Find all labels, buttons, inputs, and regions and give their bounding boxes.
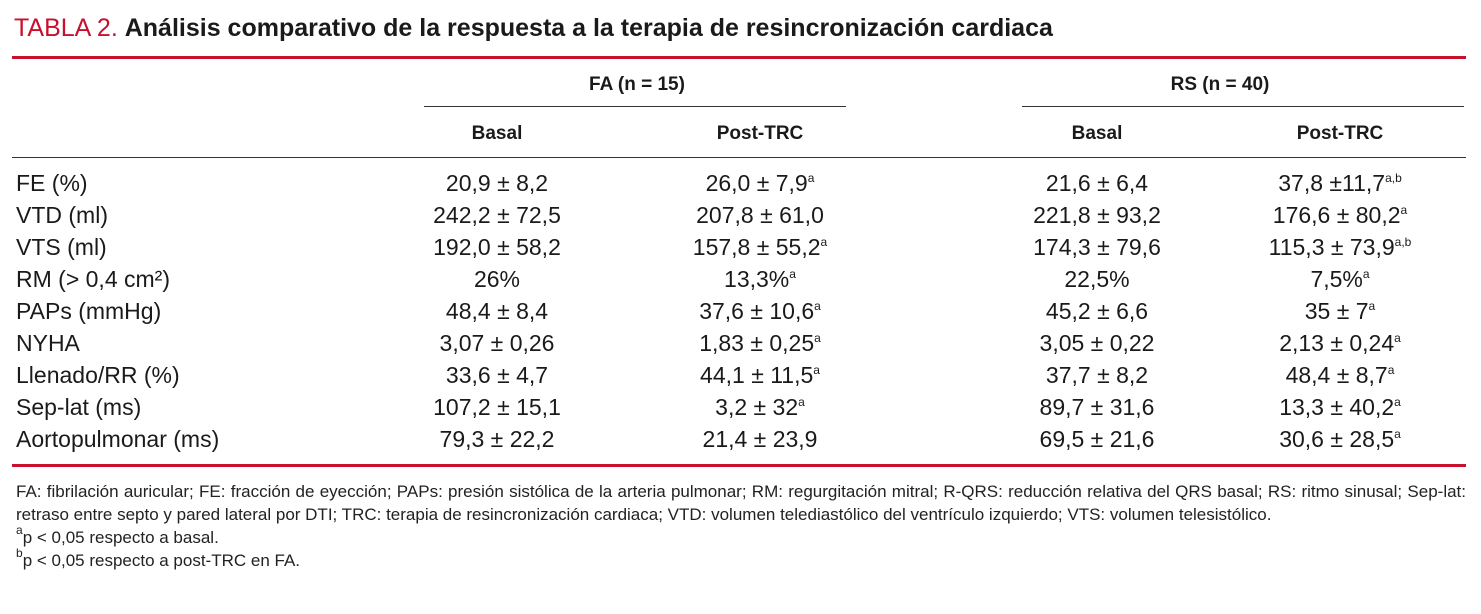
- cell-fa-basal: [440, 426, 555, 453]
- cell-value: 37,7 ± 8,2: [1045, 362, 1149, 388]
- cell-rs-post: [1273, 202, 1407, 229]
- significance-mark: a,b: [1385, 171, 1402, 185]
- cell-value: 221,8 ± 93,2: [1033, 202, 1161, 228]
- cell-rs-basal: [1040, 426, 1155, 453]
- row-label: Llenado/RR (%): [16, 362, 180, 388]
- significance-mark: a: [1394, 331, 1401, 345]
- cell-value: 48,4 ± 8,4: [445, 298, 549, 324]
- significance-mark: a: [820, 235, 828, 249]
- cell-value: 89,7 ± 31,6: [1039, 394, 1155, 420]
- cell-value: 176,6 ± 80,2: [1272, 202, 1401, 228]
- cell-fa-basal: [474, 266, 520, 293]
- significance-mark: a: [798, 395, 805, 409]
- cell-rs-post: [1269, 234, 1412, 261]
- cell-value: 26%: [473, 266, 521, 292]
- header-rule: [12, 157, 1466, 158]
- cell-value: 174,3 ± 79,6: [1033, 234, 1161, 260]
- cell-fa-basal: [446, 298, 548, 325]
- significance-mark: a: [814, 331, 821, 345]
- cell-fa-post: [699, 330, 821, 357]
- table-row: [0, 202, 1481, 234]
- group-header-fa: FA (n = 15): [589, 74, 685, 95]
- table-row: [0, 266, 1481, 298]
- cell-value: 13,3%: [724, 266, 790, 292]
- cell-value: 33,6 ± 4,7: [445, 362, 549, 388]
- cell-value: 3,2 ± 32: [715, 394, 799, 420]
- row-label: FE (%): [16, 170, 88, 196]
- cell-value: 2,13 ± 0,24: [1279, 330, 1395, 356]
- cell-fa-post: [706, 170, 815, 197]
- cell-fa-basal: [446, 362, 548, 389]
- significance-mark: a: [814, 299, 821, 313]
- footnote-b-text: p < 0,05 respecto a post-TRC en FA.: [22, 551, 301, 570]
- cell-rs-post: [1279, 426, 1401, 453]
- cell-value: 22,5%: [1064, 266, 1130, 292]
- subheader-rs-post: Post-TRC: [1296, 123, 1384, 144]
- top-rule: [12, 56, 1466, 59]
- table-row: [0, 362, 1481, 394]
- cell-value: 37,6 ± 10,6: [699, 298, 815, 324]
- cell-rs-basal: [1040, 330, 1155, 357]
- footnote-abbreviations: FA: fibrilación auricular; FE: fracción de eyección; PAPs: presión sistólica de la arteria pulmonar; RM: regurgitación mitral; R-QRS: reducción relativa del QRS basal; RS: ritmo sinusal; Sep-lat: retraso entre septo y pared lateral por DTI; TRC: terapia de resincronización cardiaca; VTD: volumen telediastólico del ventrículo izquierdo; VTS: volumen telesistólico.: [16, 482, 1466, 524]
- significance-mark: a: [807, 171, 815, 185]
- cell-value: 44,1 ± 11,5: [700, 362, 814, 388]
- significance-mark: a: [1368, 299, 1376, 313]
- cell-fa-basal: [446, 170, 548, 197]
- cell-fa-basal: [433, 202, 561, 229]
- footnote-b: [16, 546, 1466, 572]
- significance-mark: a: [813, 363, 820, 377]
- footnote-a: [16, 523, 1466, 549]
- significance-mark: a: [1394, 427, 1401, 441]
- cell-value: 192,0 ± 58,2: [433, 234, 561, 260]
- row-label: Sep-lat (ms): [16, 394, 142, 420]
- cell-value: 45,2 ± 6,6: [1045, 298, 1149, 324]
- footnote-a-mark: a: [16, 523, 23, 537]
- cell-rs-post: [1278, 170, 1402, 197]
- row-label: RM (> 0,4 cm²): [16, 266, 170, 292]
- cell-value: 3,07 ± 0,26: [439, 330, 555, 356]
- table-row: [0, 234, 1481, 266]
- cell-value: 157,8 ± 55,2: [692, 234, 821, 260]
- table-caption: Análisis comparativo de la respuesta a la terapia de resincronización cardiaca: [124, 14, 1053, 42]
- group-rule-fa: [424, 106, 846, 107]
- cell-rs-post: [1310, 266, 1369, 293]
- cell-fa-basal: [433, 394, 561, 421]
- cell-rs-basal: [1064, 266, 1129, 293]
- cell-fa-post: [724, 266, 796, 293]
- cell-value: 69,5 ± 21,6: [1039, 426, 1155, 452]
- cell-rs-post: [1279, 330, 1401, 357]
- subheader-fa-post: Post-TRC: [716, 123, 804, 144]
- row-label: VTD (ml): [16, 202, 108, 228]
- table-row: [0, 330, 1481, 362]
- cell-value: 26,0 ± 7,9: [705, 170, 808, 196]
- cell-fa-basal: [433, 234, 561, 261]
- significance-mark: a,b: [1394, 235, 1412, 249]
- cell-rs-basal: [1046, 170, 1148, 197]
- cell-rs-basal: [1046, 298, 1148, 325]
- cell-value: 242,2 ± 72,5: [433, 202, 561, 228]
- table-title: [14, 14, 1053, 43]
- cell-value: 3,05 ± 0,22: [1039, 330, 1155, 356]
- significance-mark: a: [1394, 395, 1401, 409]
- row-label: VTS (ml): [16, 234, 107, 260]
- cell-value: 37,8 ±11,7: [1278, 170, 1386, 196]
- cell-value: 207,8 ± 61,0: [696, 202, 824, 228]
- cell-value: 21,4 ± 23,9: [702, 426, 818, 452]
- table-row: [0, 394, 1481, 426]
- cell-value: 107,2 ± 15,1: [433, 394, 561, 420]
- cell-value: 35 ± 7: [1304, 298, 1369, 324]
- cell-value: 48,4 ± 8,7: [1285, 362, 1388, 388]
- row-label: PAPs (mmHg): [16, 298, 162, 324]
- significance-mark: a: [1400, 203, 1408, 217]
- significance-mark: a: [1362, 267, 1370, 281]
- table-number: TABLA 2.: [14, 14, 118, 42]
- footnotes: [16, 480, 1466, 572]
- table-row: [0, 426, 1481, 458]
- cell-rs-basal: [1046, 362, 1148, 389]
- cell-rs-post: [1305, 298, 1375, 325]
- group-header-rs: RS (n = 40): [1170, 74, 1270, 95]
- cell-fa-post: [693, 234, 827, 261]
- significance-mark: a: [1387, 363, 1395, 377]
- cell-value: 21,6 ± 6,4: [1045, 170, 1149, 196]
- group-rule-rs: [1022, 106, 1464, 107]
- cell-value: 7,5%: [1310, 266, 1363, 292]
- cell-fa-post: [699, 298, 821, 325]
- table-row: [0, 170, 1481, 202]
- subheader-rs-basal: Basal: [1071, 123, 1123, 144]
- significance-mark: a: [789, 267, 796, 281]
- row-label: NYHA: [16, 330, 80, 356]
- cell-rs-basal: [1040, 394, 1155, 421]
- cell-rs-post: [1279, 394, 1401, 421]
- footnote-a-text: p < 0,05 respecto a basal.: [22, 528, 219, 547]
- cell-value: 115,3 ± 73,9: [1268, 234, 1395, 260]
- cell-rs-basal: [1033, 202, 1161, 229]
- bottom-rule: [12, 464, 1466, 467]
- table-row: [0, 298, 1481, 330]
- cell-value: 20,9 ± 8,2: [445, 170, 549, 196]
- cell-fa-post: [703, 426, 818, 453]
- subheader-fa-basal: Basal: [471, 123, 523, 144]
- cell-rs-post: [1286, 362, 1395, 389]
- footnote-b-mark: b: [16, 546, 23, 560]
- cell-fa-post: [700, 362, 820, 389]
- cell-value: 1,83 ± 0,25: [699, 330, 815, 356]
- cell-fa-post: [715, 394, 805, 421]
- cell-value: 79,3 ± 22,2: [439, 426, 555, 452]
- row-label: Aortopulmonar (ms): [16, 426, 220, 452]
- cell-fa-post: [696, 202, 824, 229]
- cell-rs-basal: [1033, 234, 1161, 261]
- cell-value: 30,6 ± 28,5: [1279, 426, 1395, 452]
- cell-value: 13,3 ± 40,2: [1279, 394, 1395, 420]
- cell-fa-basal: [440, 330, 555, 357]
